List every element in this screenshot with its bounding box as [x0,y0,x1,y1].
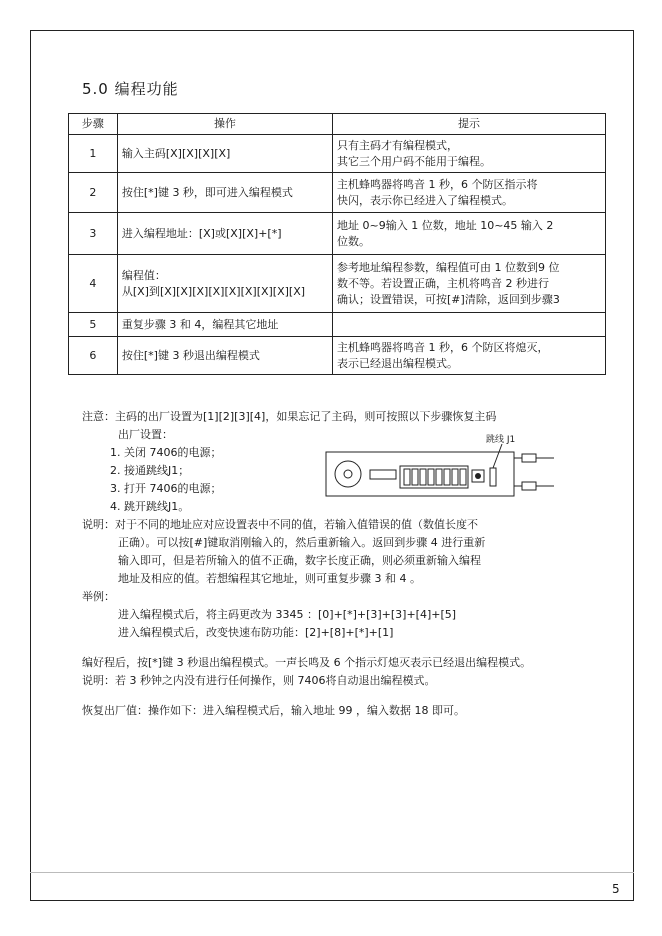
step-hint: 主机蜂鸣器将鸣音 1 秒，6 个防区指示将 快闪，表示你已经进入了编程模式。 [333,173,606,213]
circuit-board-figure [322,432,562,502]
step-number: 1 [69,135,118,173]
exit-text: 编好程后，按[*]键 3 秒退出编程模式。一声长鸣及 6 个指示灯熄灭表示已经退出编程模式。 [82,656,532,669]
step-number: 5 [69,313,118,337]
step-number: 3 [69,213,118,255]
note-text: 出厂设置： [118,428,173,441]
table-row [69,337,606,375]
section-title: 5.0 编程功能 [82,80,179,98]
example-heading: 举例： [82,590,115,603]
note-text: 注意：主码的出厂设置为[1][2][3][4]，如果忘记了主码，则可按照以下步骤恢复主码 [82,410,497,423]
table-row [69,173,606,213]
example-text: 进入编程模式后，将主码更改为 3345 ：[0]+[*]+[3]+[3]+[4]+[5] [118,608,457,621]
step-hint: 主机蜂鸣器将鸣音 1 秒，6 个防区将熄灭， 表示已经退出编程模式。 [333,337,606,375]
step-operation: 按住[*]键 3 秒退出编程模式 [117,337,332,375]
auto-exit-text: 说明：若 3 秒钟之内没有进行任何操作，则 7406将自动退出编程模式。 [82,674,436,687]
step-number: 2 [69,173,118,213]
reset-step: 4. 跳开跳线J1。 [110,500,190,513]
header-step: 步骤 [69,114,118,135]
reset-step: 1. 关闭 7406的电源； [110,446,222,459]
step-hint: 只有主码才有编程模式， 其它三个用户码不能用于编程。 [333,135,606,173]
header-operation: 操作 [117,114,332,135]
table-row [69,313,606,337]
step-operation: 编程值： 从[X]到[X][X][X][X][X][X][X][X][X] [117,255,332,313]
page-number: 5 [612,882,620,896]
table-row [69,213,606,255]
step-hint [333,313,606,337]
step-number: 6 [69,337,118,375]
step-number: 4 [69,255,118,313]
jumper-label: 跳线 J1 [486,435,516,445]
description-text: 地址及相应的值。若想编程其它地址，则可重复步骤 3 和 4 。 [118,572,421,585]
step-operation: 输入主码[X][X][X][X] [117,135,332,173]
reset-step: 2. 接通跳线J1； [110,464,190,477]
step-operation: 重复步骤 3 和 4，编程其它地址 [117,313,332,337]
reset-step: 3. 打开 7406的电源； [110,482,222,495]
programming-steps-table [68,113,606,375]
restore-text: 恢复出厂值：操作如下：进入编程模式后，输入地址 99 ，编入数据 18 即可。 [82,704,465,717]
step-hint: 地址 0~9输入 1 位数，地址 10~45 输入 2 位数。 [333,213,606,255]
footer-divider [30,872,634,873]
step-operation: 按住[*]键 3 秒，即可进入编程模式 [117,173,332,213]
description-text: 正确）。可以按[#]键取消刚输入的，然后重新输入。返回到步骤 4 进行重新 [118,536,486,549]
table-header-row [69,114,606,135]
description-text: 输入即可，但是若所输入的值不正确，数字长度正确，则必须重新输入编程 [118,554,481,567]
table-row [69,135,606,173]
description-text: 说明：对于不同的地址应对应设置表中不同的值，若输入值错误的值（数值长度不 [82,518,478,531]
board-illustration [322,432,562,502]
header-hint: 提示 [333,114,606,135]
step-hint: 参考地址编程参数，编程值可由 1 位数到9 位 数不等。若设置正确，主机将鸣音 2 秒进行 确认；设置错误，可按[#]清除，返回到步骤3 [333,255,606,313]
table-row [69,255,606,313]
step-operation: 进入编程地址：[X]或[X][X]+[*] [117,213,332,255]
example-text: 进入编程模式后，改变快速布防功能：[2]+[8]+[*]+[1] [118,626,394,639]
